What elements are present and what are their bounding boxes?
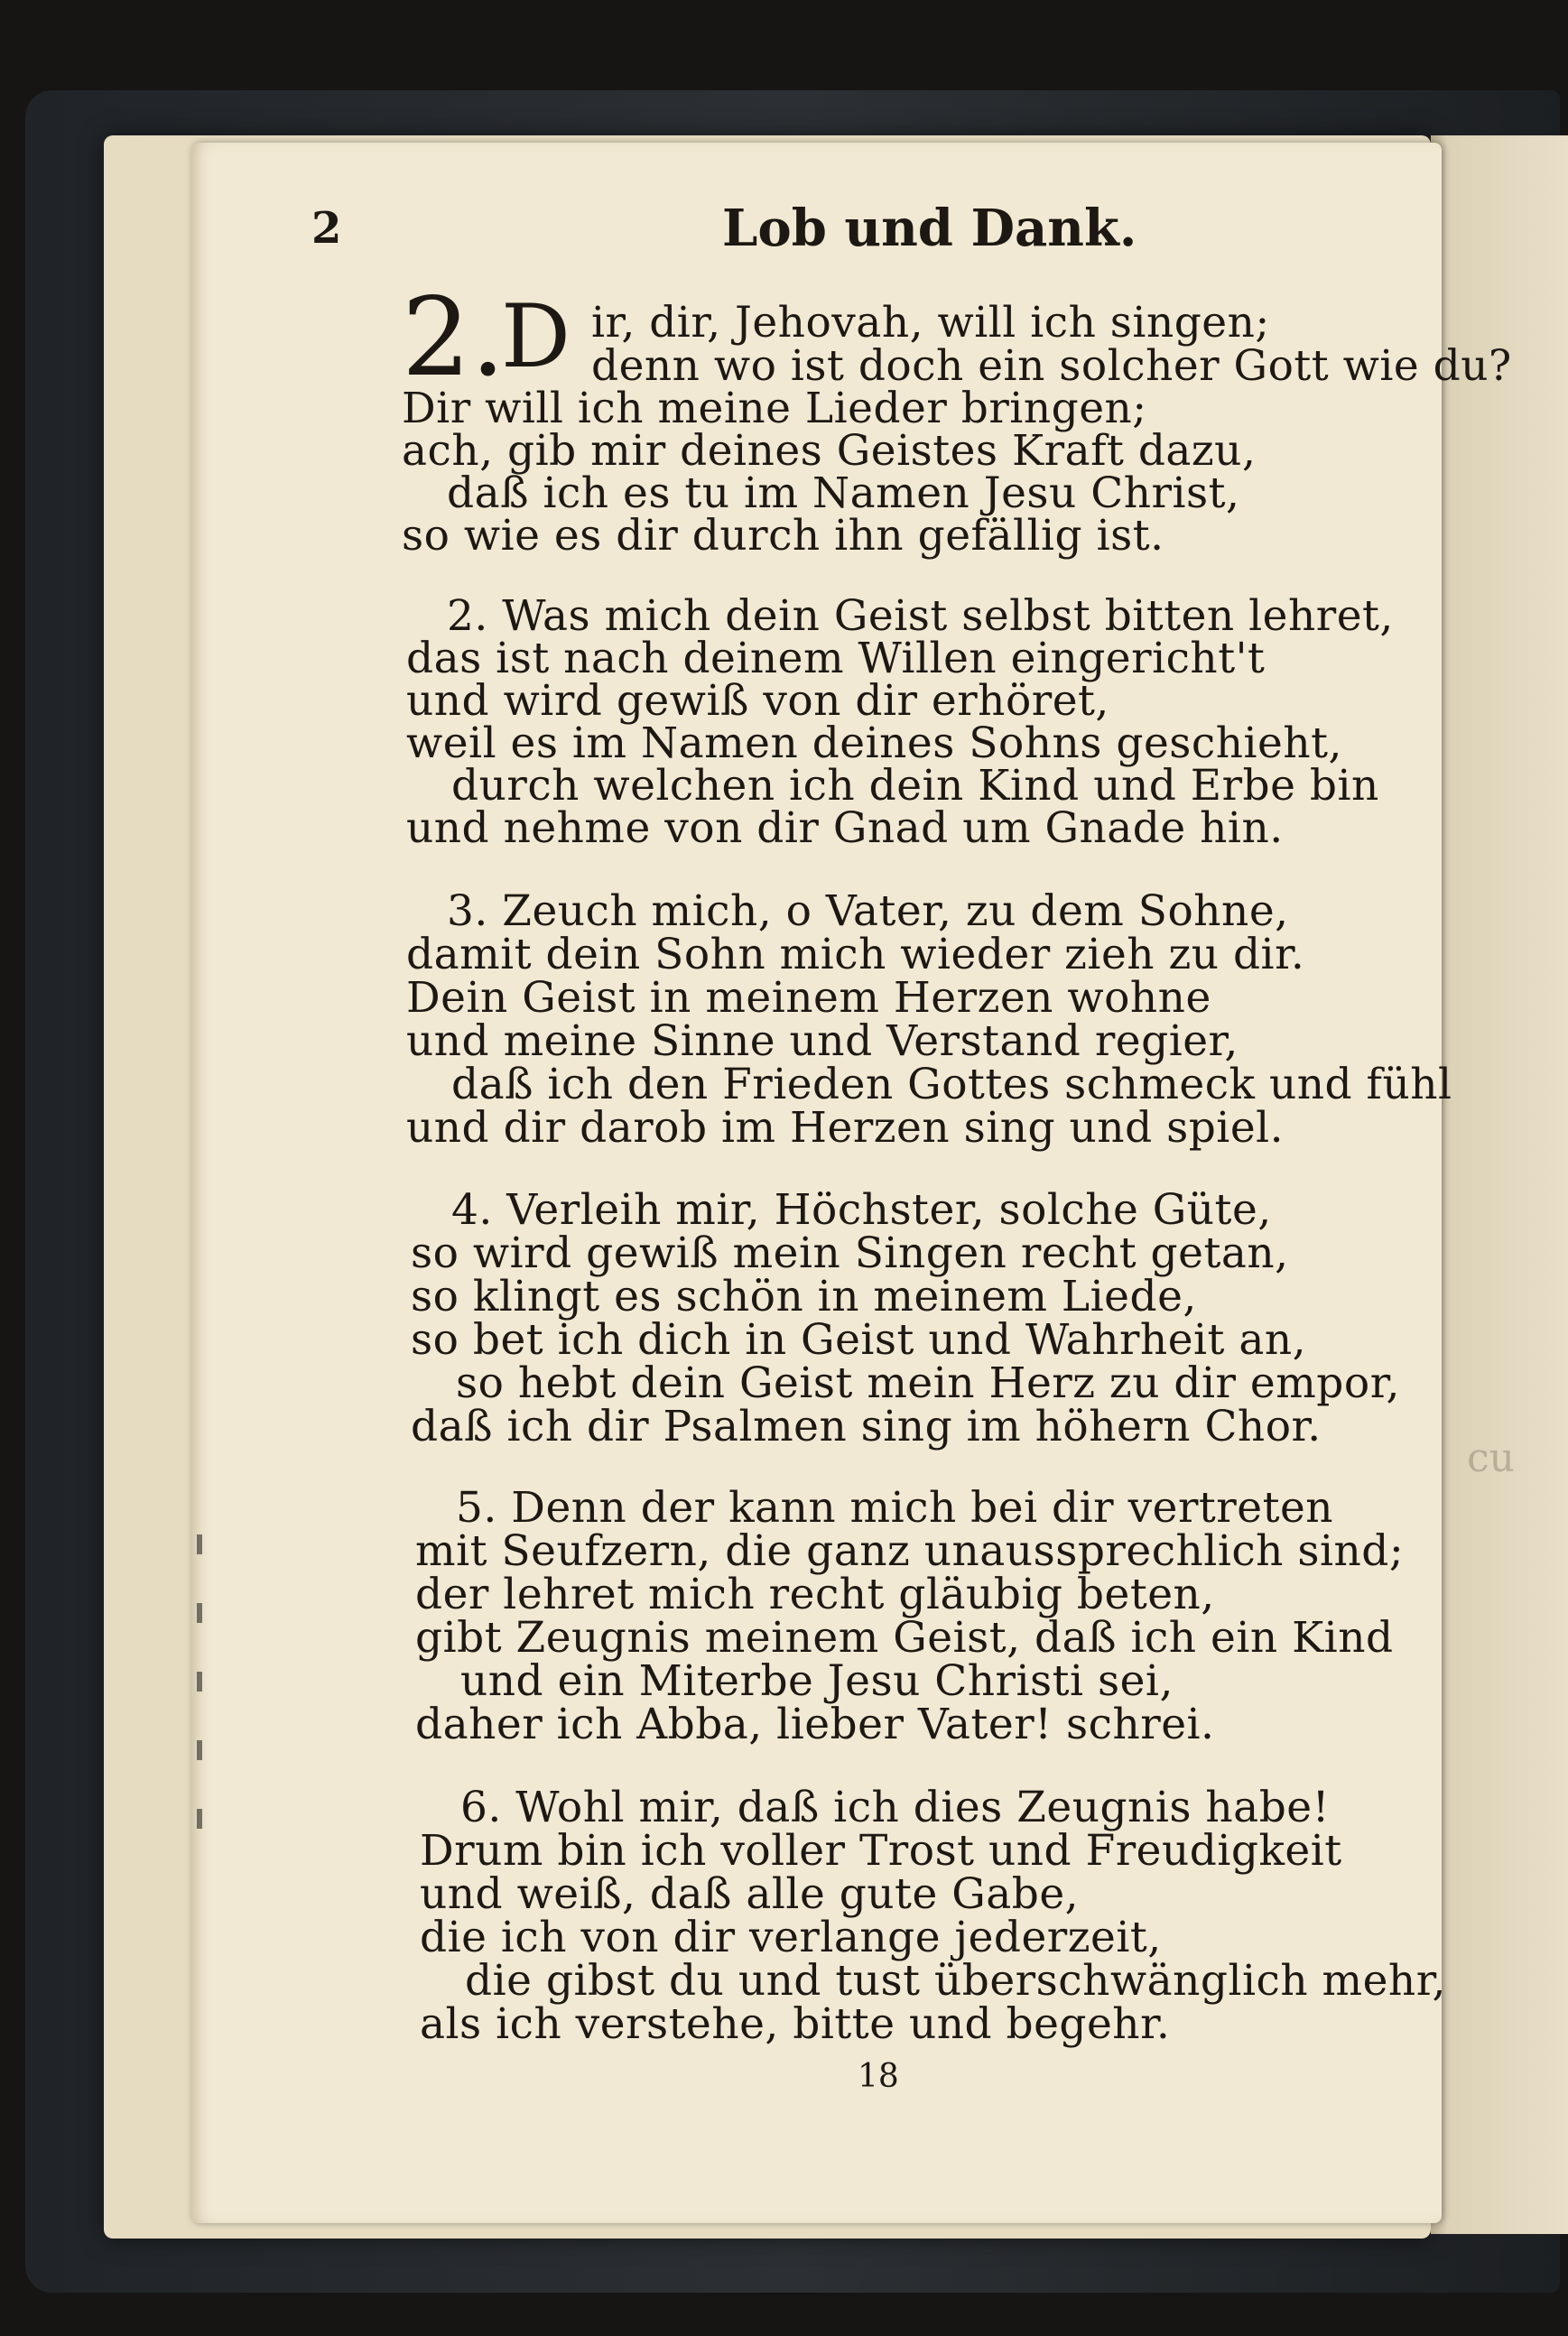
verse-line: der lehret mich recht gläubig beten, xyxy=(415,1570,1215,1619)
verse-line: so wird gewiß mein Singen recht getan, xyxy=(411,1228,1289,1278)
running-title: Lob und Dank. xyxy=(722,199,1137,258)
verse-line: 2. Was mich dein Geist selbst bitten lehret, xyxy=(447,591,1394,641)
verse-line: ach, gib mir deines Geistes Kraft dazu, xyxy=(402,426,1257,476)
verse-line: die gibst du und tust überschwänglich mehr, xyxy=(465,1956,1446,2006)
verse-line: denn wo ist doch ein solcher Gott wie du? xyxy=(591,341,1512,391)
verse-line: gibt Zeugnis meinem Geist, daß ich ein Kind xyxy=(415,1613,1394,1663)
verse-line: daß ich es tu im Namen Jesu Christ, xyxy=(447,468,1240,518)
verse-line: so klingt es schön in meinem Liede, xyxy=(411,1272,1197,1321)
verse-line: und meine Sinne und Verstand regier, xyxy=(406,1016,1239,1066)
verse-line: daher ich Abba, lieber Vater! schrei. xyxy=(415,1700,1215,1749)
verse-line: das ist nach deinem Willen eingericht't xyxy=(406,634,1266,683)
verse-line: Drum bin ich voller Trost und Freudigkeit xyxy=(420,1826,1342,1876)
facing-page-edge xyxy=(1431,135,1568,2234)
verse-line: weil es im Namen deines Sohns geschieht, xyxy=(406,718,1342,768)
verse-line: daß ich den Frieden Gottes schmeck und fühl xyxy=(451,1060,1452,1109)
verse-line: und ein Miterbe Jesu Christi sei, xyxy=(460,1656,1174,1706)
verse-line: so bet ich dich in Geist und Wahrheit an, xyxy=(411,1315,1307,1365)
verse-line: 3. Zeuch mich, o Vater, zu dem Sohne, xyxy=(447,886,1289,936)
verse-line: und nehme von dir Gnad um Gnade hin. xyxy=(406,803,1284,853)
verse-line: 6. Wohl mir, daß ich dies Zeugnis habe! xyxy=(460,1783,1330,1832)
verse-line: Dir will ich meine Lieder bringen; xyxy=(402,384,1147,433)
hymn-number: 2. xyxy=(402,275,506,401)
page-number: 2 xyxy=(311,203,342,254)
verse-line: Dein Geist in meinem Herzen wohne xyxy=(406,973,1211,1023)
verse-line: 4. Verleih mir, Höchster, solche Güte, xyxy=(451,1185,1272,1235)
verse-line: und dir darob im Herzen sing und spiel. xyxy=(406,1103,1285,1153)
verse-line: so wie es dir durch ihn gefällig ist. xyxy=(402,511,1164,561)
verse-line: die ich von dir verlange jederzeit, xyxy=(420,1913,1162,1962)
verse-line: ir, dir, Jehovah, will ich singen; xyxy=(591,298,1270,348)
verse-line: und wird gewiß von dir erhöret, xyxy=(406,676,1109,726)
verse-line: 5. Denn der kann mich bei dir vertreten xyxy=(456,1483,1334,1533)
verse-line: durch welchen ich dein Kind und Erbe bin xyxy=(451,761,1379,811)
verse-line: mit Seufzern, die ganz unaussprechlich sind; xyxy=(415,1526,1405,1576)
spine-stitching xyxy=(197,1534,208,1896)
verse-line: und weiß, daß alle gute Gabe, xyxy=(420,1869,1080,1919)
verse-line: als ich verstehe, bitte und begehr. xyxy=(420,1999,1171,2049)
verse-line: so hebt dein Geist mein Herz zu dir empor, xyxy=(456,1358,1400,1408)
footer-signature-number: 18 xyxy=(858,2058,899,2095)
drop-cap: D xyxy=(501,286,571,387)
show-through-text: cu xyxy=(1467,1435,1515,1481)
verse-line: damit dein Sohn mich wieder zieh zu dir. xyxy=(406,930,1305,979)
verse-line: daß ich dir Psalmen sing im höhern Chor. xyxy=(411,1402,1322,1451)
